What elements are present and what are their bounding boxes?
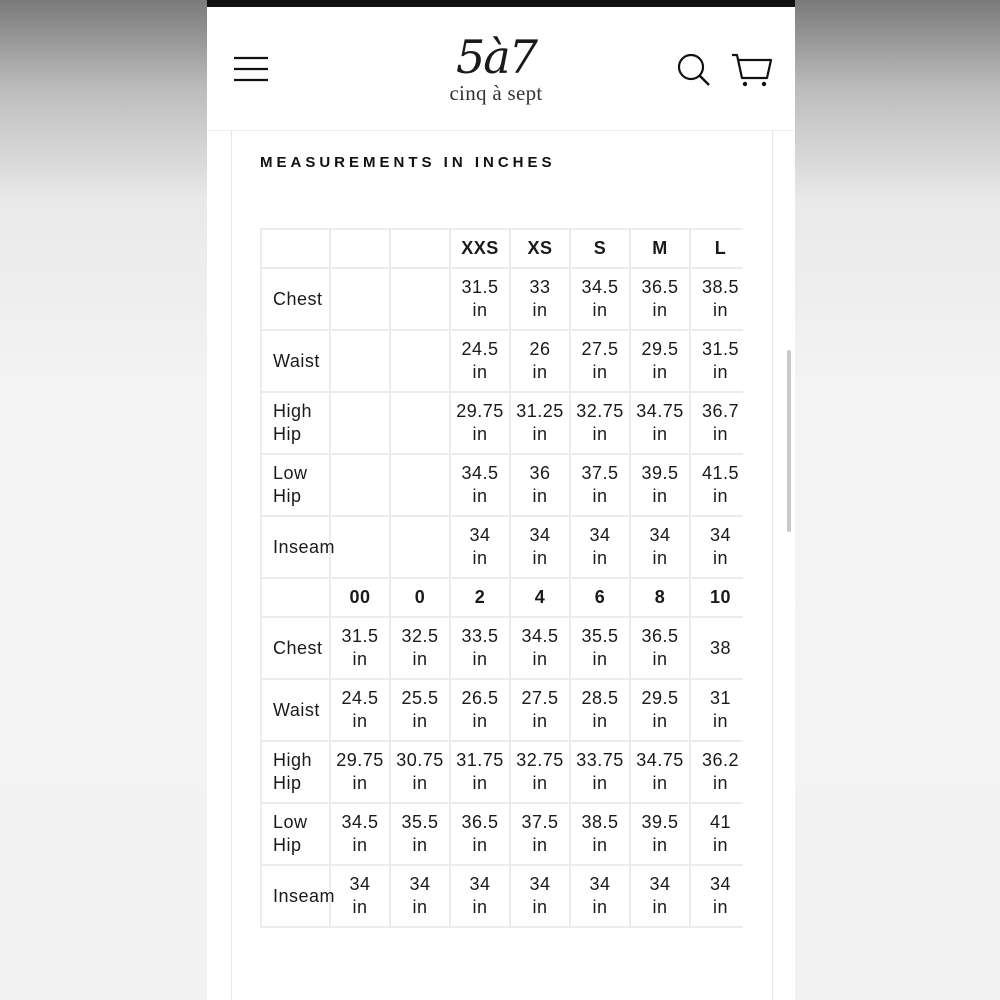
measurement-cell: 37.5 in [570, 454, 630, 516]
size-header-cell: S [570, 229, 630, 268]
site-header [207, 7, 795, 131]
measurement-cell: 34 in [510, 516, 570, 578]
measurement-cell: 34 in [450, 516, 510, 578]
measurement-cell: 32.5 in [390, 617, 450, 679]
measurement-cell: 34.75 in [630, 741, 690, 803]
measurement-cell: 31.75 in [450, 741, 510, 803]
measurement-cell: 34 in [690, 516, 743, 578]
measurement-cell: 30.75 in [390, 741, 450, 803]
search-icon[interactable] [676, 52, 712, 88]
measurement-cell: 38.5 in [570, 803, 630, 865]
content-panel [231, 130, 773, 1000]
measurement-cell: 31.5 in [450, 268, 510, 330]
size-header-cell [390, 229, 450, 268]
measurement-cell: 34.5 in [570, 268, 630, 330]
measurement-cell [330, 516, 390, 578]
size-header-cell: XXS [450, 229, 510, 268]
measurement-label-cell: Low Hip [261, 454, 330, 516]
measurement-label-cell: Chest [261, 617, 330, 679]
table-row [261, 679, 743, 741]
measurement-cell: 31.5 in [690, 330, 743, 392]
measurement-cell: 36 in [510, 454, 570, 516]
measurement-cell [390, 516, 450, 578]
size-header-cell: 0 [390, 578, 450, 617]
size-header-cell [261, 229, 330, 268]
measurement-cell: 36.7 in [690, 392, 743, 454]
shopping-cart-icon[interactable] [731, 50, 773, 90]
measurement-label-cell: Inseam [261, 865, 330, 927]
measurement-cell: 36.5 in [630, 617, 690, 679]
measurement-cell: 29.75 in [450, 392, 510, 454]
measurement-label-cell: Chest [261, 268, 330, 330]
measurement-cell: 33.5 in [450, 617, 510, 679]
measurement-cell: 27.5 in [570, 330, 630, 392]
measurement-cell: 34.5 in [510, 617, 570, 679]
top-bar [207, 0, 795, 7]
measurement-cell: 24.5 in [450, 330, 510, 392]
measurement-cell [330, 330, 390, 392]
measurement-cell: 25.5 in [390, 679, 450, 741]
measurement-cell: 32.75 in [570, 392, 630, 454]
size-header-cell: M [630, 229, 690, 268]
measurement-cell: 34.5 in [450, 454, 510, 516]
size-header-cell: 00 [330, 578, 390, 617]
measurement-cell: 39.5 in [630, 803, 690, 865]
table-row [261, 392, 743, 454]
size-chart-table [260, 228, 743, 928]
table-row [261, 454, 743, 516]
measurement-cell: 35.5 in [390, 803, 450, 865]
page-scrollbar[interactable] [787, 350, 791, 532]
measurement-cell: 26 in [510, 330, 570, 392]
measurement-cell [330, 392, 390, 454]
measurement-cell: 34 in [510, 865, 570, 927]
table-row [261, 516, 743, 578]
measurement-label-cell: Low Hip [261, 803, 330, 865]
measurement-cell: 31.25 in [510, 392, 570, 454]
measurement-cell: 35.5 in [570, 617, 630, 679]
measurement-cell: 29.75 in [330, 741, 390, 803]
table-row [261, 617, 743, 679]
measurement-cell: 34 in [570, 865, 630, 927]
table-row [261, 803, 743, 865]
measurement-cell [390, 330, 450, 392]
measurement-cell [390, 268, 450, 330]
measurement-cell: 41.5 in [690, 454, 743, 516]
measurement-label-cell: High Hip [261, 741, 330, 803]
size-header-cell: 6 [570, 578, 630, 617]
size-header-cell: L [690, 229, 743, 268]
measurement-label-cell: Waist [261, 679, 330, 741]
measurement-cell: 27.5 in [510, 679, 570, 741]
measurement-cell: 34 in [330, 865, 390, 927]
measurement-cell: 34 in [690, 865, 743, 927]
brand-logo[interactable] [431, 30, 561, 113]
measurement-cell: 36.5 in [450, 803, 510, 865]
measurement-cell: 34 in [450, 865, 510, 927]
section-heading: MEASUREMENTS IN INCHES [260, 154, 556, 171]
table-row [261, 741, 743, 803]
size-header-cell: 2 [450, 578, 510, 617]
measurement-cell [330, 454, 390, 516]
measurement-cell: 29.5 in [630, 679, 690, 741]
measurement-cell: 34 in [630, 865, 690, 927]
logo-mark: 5à7 [456, 30, 536, 84]
measurement-label-cell: Waist [261, 330, 330, 392]
measurement-cell: 38 [690, 617, 743, 679]
measurement-cell: 34.75 in [630, 392, 690, 454]
size-header-cell [330, 229, 390, 268]
measurement-cell: 31.5 in [330, 617, 390, 679]
measurement-cell [330, 268, 390, 330]
measurement-cell: 24.5 in [330, 679, 390, 741]
table-header-row [261, 578, 743, 617]
mobile-page [207, 0, 795, 1000]
hamburger-menu-icon[interactable] [234, 55, 268, 85]
measurement-cell: 39.5 in [630, 454, 690, 516]
size-header-cell: XS [510, 229, 570, 268]
table-row [261, 268, 743, 330]
size-header-cell: 4 [510, 578, 570, 617]
table-header-row [261, 229, 743, 268]
measurement-cell [390, 392, 450, 454]
measurement-cell: 38.5 in [690, 268, 743, 330]
measurement-cell: 34.5 in [330, 803, 390, 865]
size-header-cell [261, 578, 330, 617]
measurement-cell: 32.75 in [510, 741, 570, 803]
measurement-cell: 29.5 in [630, 330, 690, 392]
table-row [261, 330, 743, 392]
measurement-cell: 36.5 in [630, 268, 690, 330]
measurement-cell: 41 in [690, 803, 743, 865]
measurement-cell: 36.2 in [690, 741, 743, 803]
measurement-cell: 34 in [570, 516, 630, 578]
measurement-cell: 31 in [690, 679, 743, 741]
measurement-cell: 26.5 in [450, 679, 510, 741]
measurement-cell: 33 in [510, 268, 570, 330]
measurement-label-cell: High Hip [261, 392, 330, 454]
measurement-cell: 37.5 in [510, 803, 570, 865]
table-row [261, 865, 743, 927]
measurement-cell: 34 in [390, 865, 450, 927]
size-chart-scroll[interactable] [260, 228, 743, 960]
measurement-label-cell: Inseam [261, 516, 330, 578]
size-header-cell: 10 [690, 578, 743, 617]
logo-wordmark: cinq à sept [449, 81, 543, 105]
measurement-cell [390, 454, 450, 516]
measurement-cell: 34 in [630, 516, 690, 578]
measurement-cell: 33.75 in [570, 741, 630, 803]
size-header-cell: 8 [630, 578, 690, 617]
measurement-cell: 28.5 in [570, 679, 630, 741]
